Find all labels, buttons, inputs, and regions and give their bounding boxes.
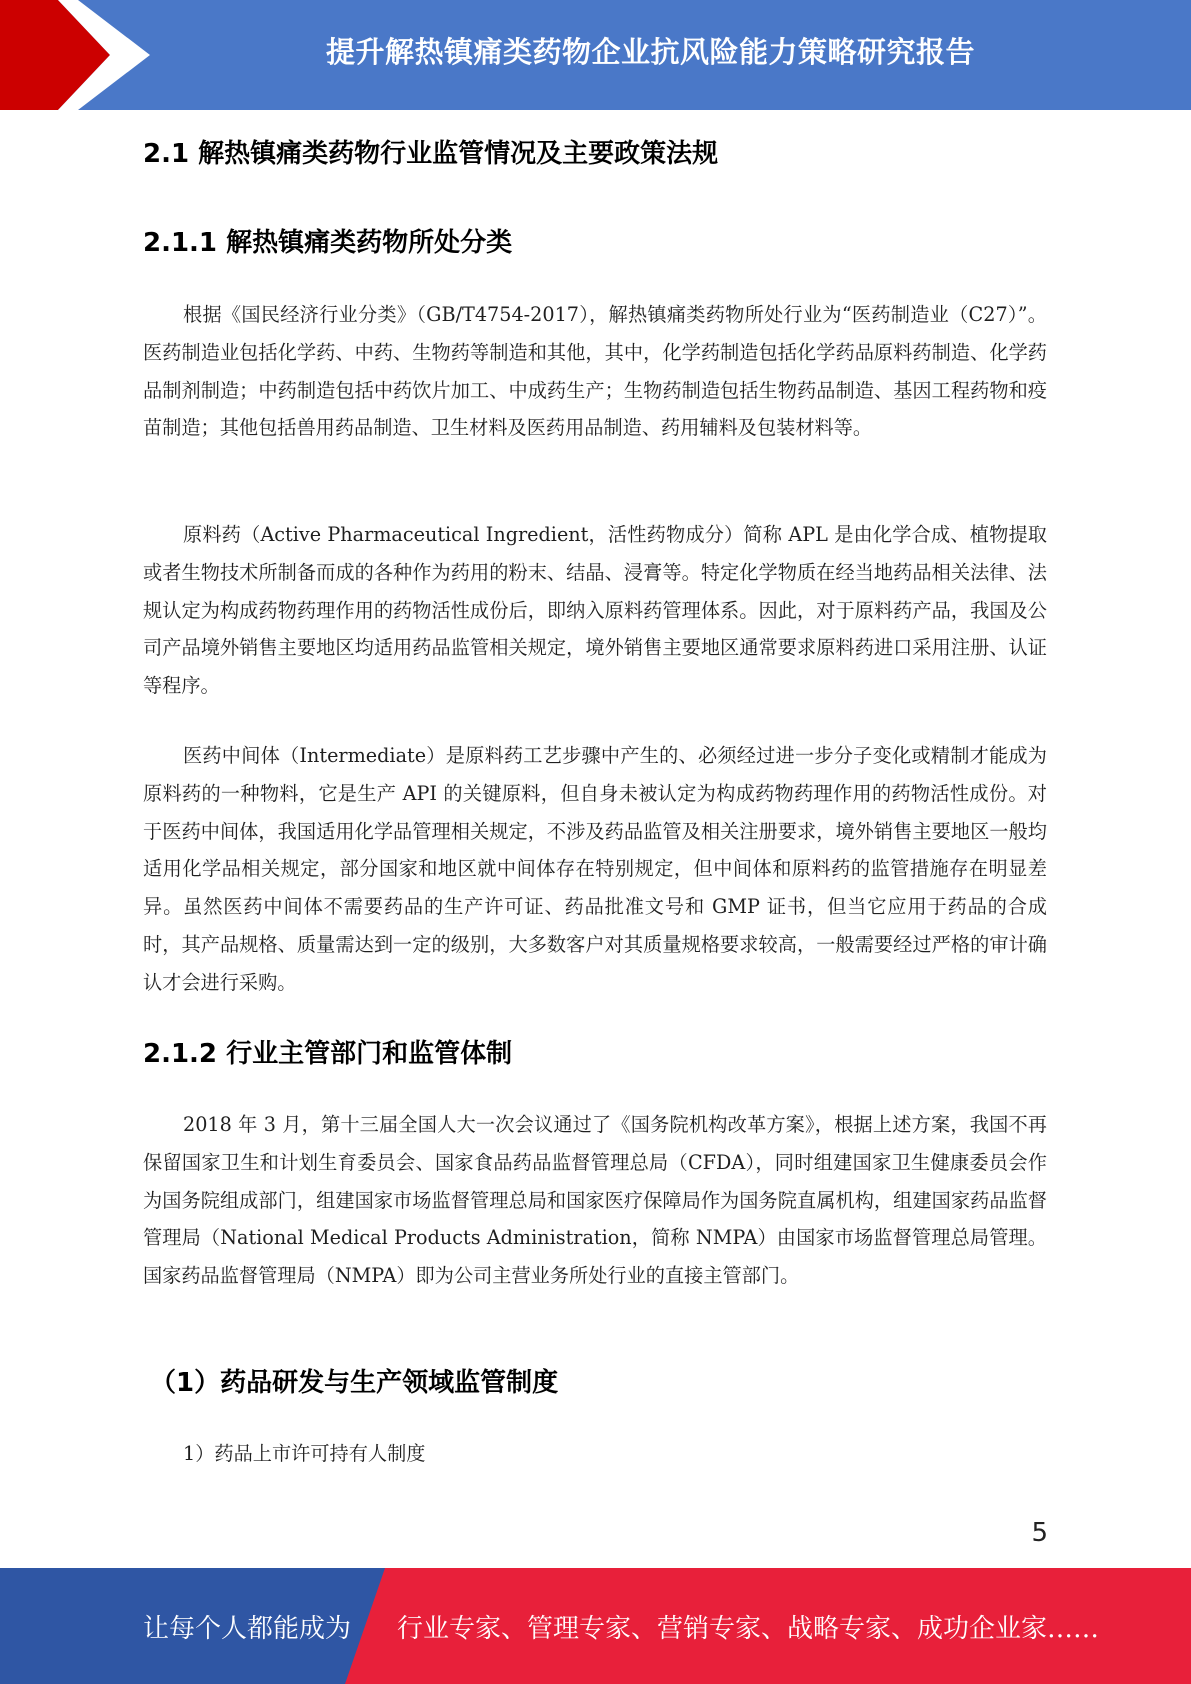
paragraph: 2018 年 3 月，第十三届全国人大一次会议通过了《国务院机构改革方案》，根据上述方案，我国不再保留国家卫生和计划生育委员会、国家食品药品监督管理总局（CFDA），同时组建国家卫生健康委员会作为国务院组成部门，组建国家市场监督管理总局和国家医疗保障局作为国务院直属机构，组建国家药品监督管理局（National Medical Products Administration，简称 NMPA）由国家市场监督管理总局管理。国家药品监督管理局（NMPA）即为公司主营业务所处行业的直接主管部门。 — [143, 1113, 1047, 1288]
paragraph: 根据《国民经济行业分类》（GB/T4754-2017），解热镇痛类药物所处行业为“医药制造业（C27）”。医药制造业包括化学药、中药、生物药等制造和其他，其中，化学药制造包括化学药品原料药制造、化学药品制剂制造；中药制造包括中药饮片加工、中成药生产；生物药制造包括生物药品制造、基因工程药物和疫苗制造；其他包括兽用药品制造、卫生材料及医药用品制造、药用辅料及包装材料等。 — [143, 303, 1047, 440]
report-title: 提升解热镇痛类药物企业抗风险能力策略研究报告 — [325, 34, 975, 69]
list-item: 1）药品上市许可持有人制度 — [183, 1442, 426, 1465]
paragraph: 原料药（Active Pharmaceutical Ingredient，活性药物成分）简称 APL 是由化学合成、植物提取或者生物技术所制备而成的各种作为药用的粉末、结晶、浸膏等。特定化学物质在经当地药品相关法律、法规认定为构成药物药理作用的药物活性成份后，即纳入原料药管理体系。因此，对于原料药产品，我国及公司产品境外销售主要地区均适用药品监管相关规定，境外销售主要地区通常要求原料药进口采用注册、认证等程序。 — [143, 523, 1047, 698]
page-number: 5 — [1031, 1518, 1048, 1548]
subsection-heading-2-1-2: 2.1.2 行业主管部门和监管体制 — [143, 1039, 513, 1069]
page-footer — [0, 1568, 1191, 1684]
subsection-heading-2-1-1: 2.1.1 解热镇痛类药物所处分类 — [143, 228, 513, 258]
section-heading: 2.1 解热镇痛类药物行业监管情况及主要政策法规 — [143, 139, 719, 169]
sub-heading-regulation: （1）药品研发与生产领域监管制度 — [150, 1368, 559, 1398]
paragraph: 医药中间体（Intermediate）是原料药工艺步骤中产生的、必须经过进一步分子变化或精制才能成为原料药的一种物料，它是生产 API 的关键原料，但自身未被认定为构成药物药理作用的药物活性成份。对于医药中间体，我国适用化学品管理相关规定，不涉及药品监管及相关注册要求，境外销售主要地区一般均适用化学品相关规定，部分国家和地区就中间体存在特别规定，但中间体和原料药的监管措施存在明显差异。虽然医药中间体不需要药品的生产许可证、药品批准文号和 GMP 证书，但当它应用于药品的合成时，其产品规格、质量需达到一定的级别，大多数客户对其质量规格要求较高，一般需要经过严格的审计确认才会进行采购。 — [143, 744, 1047, 994]
header-arrow-icon — [0, 0, 160, 110]
page-header — [0, 0, 1191, 110]
footer-slogan-right: 行业专家、管理专家、营销专家、战略专家、成功企业家…… — [397, 1613, 1100, 1644]
footer-slogan-left: 让每个人都能成为 — [143, 1613, 352, 1644]
